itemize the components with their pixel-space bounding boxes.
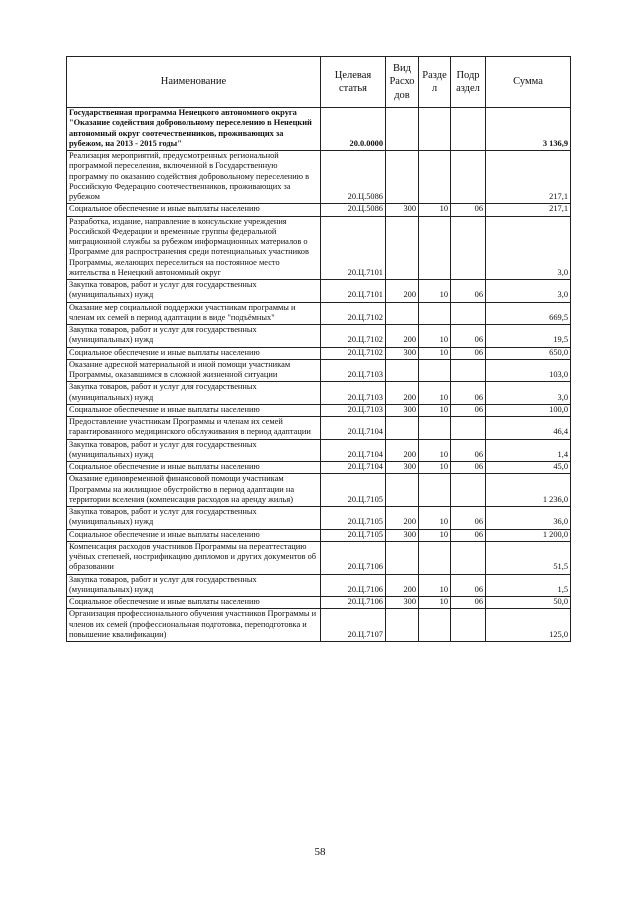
table-row	[67, 462, 571, 474]
cell-name: Государственная программа Ненецкого автономного округа "Оказание содействия добровольному переселению в Ненецкий автономный округ соотечественников, проживающих за рубежом, на 2013 - 2015 годы"	[67, 108, 321, 151]
cell-sum: 669,5	[486, 302, 571, 325]
cell-sum: 217,1	[486, 151, 571, 204]
table-row	[67, 541, 571, 574]
cell-name: Закупка товаров, работ и услуг для государственных (муниципальных) нужд	[67, 280, 321, 303]
cell-sum: 1,4	[486, 439, 571, 462]
cell-name: Закупка товаров, работ и услуг для государственных (муниципальных) нужд	[67, 382, 321, 405]
cell-name: Закупка товаров, работ и услуг для государственных (муниципальных) нужд	[67, 507, 321, 530]
cell-podr	[451, 417, 486, 440]
cell-podr: 06	[451, 529, 486, 541]
cell-code: 20.Ц.7102	[321, 302, 386, 325]
table-row	[67, 417, 571, 440]
cell-vid: 300	[386, 204, 419, 216]
cell-razd	[419, 216, 451, 280]
cell-razd	[419, 417, 451, 440]
cell-razd: 10	[419, 439, 451, 462]
cell-code: 20.Ц.7101	[321, 216, 386, 280]
cell-vid: 300	[386, 347, 419, 359]
cell-sum: 1 236,0	[486, 474, 571, 507]
cell-vid	[386, 302, 419, 325]
table-row	[67, 347, 571, 359]
cell-sum: 125,0	[486, 609, 571, 642]
cell-code: 20.Ц.7103	[321, 382, 386, 405]
cell-vid: 300	[386, 597, 419, 609]
table-row	[67, 359, 571, 382]
cell-sum: 103,0	[486, 359, 571, 382]
table-row	[67, 280, 571, 303]
cell-sum: 217,1	[486, 204, 571, 216]
cell-podr	[451, 108, 486, 151]
cell-podr: 06	[451, 507, 486, 530]
cell-sum: 51,5	[486, 541, 571, 574]
header-code: Целевая статья	[321, 57, 386, 108]
cell-razd	[419, 474, 451, 507]
cell-vid	[386, 417, 419, 440]
cell-vid: 200	[386, 507, 419, 530]
cell-razd	[419, 302, 451, 325]
cell-vid: 200	[386, 574, 419, 597]
header-name: Наименование	[67, 57, 321, 108]
cell-name: Реализация мероприятий, предусмотренных региональной программой переселения, включенной в Государственную программу по оказанию содействия добровольному переселению в Российскую Федерацию соотечественников, проживающих за рубежом	[67, 151, 321, 204]
budget-table	[66, 56, 571, 642]
cell-podr: 06	[451, 597, 486, 609]
header-podr: Подр аздел	[451, 57, 486, 108]
table-row	[67, 404, 571, 416]
cell-podr	[451, 474, 486, 507]
cell-razd: 10	[419, 529, 451, 541]
cell-code: 20.Ц.7104	[321, 439, 386, 462]
cell-podr	[451, 151, 486, 204]
cell-podr	[451, 216, 486, 280]
cell-name: Закупка товаров, работ и услуг для государственных (муниципальных) нужд	[67, 325, 321, 348]
cell-name: Оказание единовременной финансовой помощи участникам Программы на жилищное обустройство в период адаптации на территории вселения (компенсация расходов на аренду жилья)	[67, 474, 321, 507]
table-row	[67, 325, 571, 348]
header-sum: Сумма	[486, 57, 571, 108]
cell-name: Организация профессионального обучения участников Программы и членов их семей (профессиональная подготовка, переподготовка и повышение квалификации)	[67, 609, 321, 642]
table-row	[67, 151, 571, 204]
cell-sum: 36,0	[486, 507, 571, 530]
cell-code: 20.Ц.5086	[321, 204, 386, 216]
cell-name: Социальное обеспечение и иные выплаты населению	[67, 462, 321, 474]
table-row	[67, 439, 571, 462]
cell-podr: 06	[451, 439, 486, 462]
cell-code: 20.Ц.7104	[321, 462, 386, 474]
cell-vid	[386, 359, 419, 382]
cell-podr: 06	[451, 347, 486, 359]
table-row	[67, 609, 571, 642]
cell-vid: 200	[386, 280, 419, 303]
table-row	[67, 216, 571, 280]
cell-vid	[386, 151, 419, 204]
cell-sum: 1,5	[486, 574, 571, 597]
cell-vid	[386, 108, 419, 151]
cell-sum: 3,0	[486, 382, 571, 405]
cell-vid	[386, 609, 419, 642]
table-body	[67, 108, 571, 642]
cell-code: 20.Ц.7102	[321, 325, 386, 348]
cell-name: Оказание адресной материальной и иной помощи участникам Программы, оказавшимся в сложной жизненной ситуации	[67, 359, 321, 382]
table-row	[67, 529, 571, 541]
cell-code: 20.Ц.5086	[321, 151, 386, 204]
cell-name: Социальное обеспечение и иные выплаты населению	[67, 204, 321, 216]
cell-razd: 10	[419, 597, 451, 609]
cell-code: 20.Ц.7106	[321, 574, 386, 597]
page-number: 58	[314, 846, 326, 858]
cell-razd: 10	[419, 347, 451, 359]
cell-podr: 06	[451, 382, 486, 405]
cell-code: 20.Ц.7102	[321, 347, 386, 359]
cell-name: Предоставление участникам Программы и членам их семей гарантированного медицинского обслуживания в период адаптации	[67, 417, 321, 440]
cell-razd	[419, 541, 451, 574]
cell-podr: 06	[451, 404, 486, 416]
table-row	[67, 597, 571, 609]
table-row	[67, 302, 571, 325]
cell-vid: 300	[386, 462, 419, 474]
cell-code: 20.Ц.7106	[321, 597, 386, 609]
cell-name: Закупка товаров, работ и услуг для государственных (муниципальных) нужд	[67, 439, 321, 462]
cell-code: 20.Ц.7105	[321, 529, 386, 541]
cell-code: 20.Ц.7103	[321, 359, 386, 382]
cell-sum: 3,0	[486, 280, 571, 303]
cell-sum: 100,0	[486, 404, 571, 416]
cell-code: 20.Ц.7101	[321, 280, 386, 303]
cell-code: 20.Ц.7107	[321, 609, 386, 642]
program-row	[67, 108, 571, 151]
cell-razd	[419, 359, 451, 382]
cell-name: Закупка товаров, работ и услуг для государственных (муниципальных) нужд	[67, 574, 321, 597]
cell-code: 20.Ц.7105	[321, 507, 386, 530]
cell-podr: 06	[451, 574, 486, 597]
header-vid: Вид Расхо дов	[386, 57, 419, 108]
table-header-row	[67, 57, 571, 108]
cell-razd	[419, 108, 451, 151]
cell-razd	[419, 151, 451, 204]
cell-razd: 10	[419, 382, 451, 405]
cell-podr: 06	[451, 325, 486, 348]
cell-vid: 200	[386, 439, 419, 462]
cell-vid	[386, 541, 419, 574]
cell-code: 20.0.0000	[321, 108, 386, 151]
cell-sum: 1 200,0	[486, 529, 571, 541]
cell-podr: 06	[451, 280, 486, 303]
table-row	[67, 382, 571, 405]
cell-podr	[451, 609, 486, 642]
cell-podr	[451, 302, 486, 325]
cell-sum: 19,5	[486, 325, 571, 348]
table-row	[67, 507, 571, 530]
cell-razd: 10	[419, 574, 451, 597]
cell-razd: 10	[419, 325, 451, 348]
table-row	[67, 474, 571, 507]
cell-sum: 650,0	[486, 347, 571, 359]
cell-razd: 10	[419, 507, 451, 530]
cell-vid: 200	[386, 325, 419, 348]
cell-sum: 3 136,9	[486, 108, 571, 151]
cell-vid: 200	[386, 382, 419, 405]
cell-name: Социальное обеспечение и иные выплаты населению	[67, 347, 321, 359]
cell-sum: 3,0	[486, 216, 571, 280]
cell-code: 20.Ц.7103	[321, 404, 386, 416]
cell-vid	[386, 216, 419, 280]
cell-name: Социальное обеспечение и иные выплаты населению	[67, 404, 321, 416]
cell-vid: 300	[386, 404, 419, 416]
cell-razd: 10	[419, 404, 451, 416]
cell-sum: 46,4	[486, 417, 571, 440]
cell-razd: 10	[419, 462, 451, 474]
cell-name: Оказание мер социальной поддержки участникам программы и членам их семей в период адаптации в виде "подъёмных"	[67, 302, 321, 325]
cell-vid	[386, 474, 419, 507]
cell-code: 20.Ц.7106	[321, 541, 386, 574]
cell-name: Социальное обеспечение и иные выплаты населению	[67, 597, 321, 609]
cell-podr: 06	[451, 204, 486, 216]
table-row	[67, 204, 571, 216]
cell-sum: 50,0	[486, 597, 571, 609]
cell-razd	[419, 609, 451, 642]
cell-code: 20.Ц.7104	[321, 417, 386, 440]
cell-razd: 10	[419, 280, 451, 303]
cell-podr	[451, 359, 486, 382]
cell-vid: 300	[386, 529, 419, 541]
cell-name: Разработка, издание, направление в консульские учреждения Российской Федерации и временные группы федеральной миграционной службы за рубежом информационных материалов о Программе для распространения среди потенциальных участников Программы, желающих переселиться на постоянное место жительства в Ненецкий автономный округ	[67, 216, 321, 280]
cell-name: Компенсация расходов участников Программы на переаттестацию учёных степеней, нострификацию дипломов и других документов об образовании	[67, 541, 321, 574]
cell-podr: 06	[451, 462, 486, 474]
cell-razd: 10	[419, 204, 451, 216]
table-row	[67, 574, 571, 597]
header-razd: Разде л	[419, 57, 451, 108]
cell-sum: 45,0	[486, 462, 571, 474]
cell-code: 20.Ц.7105	[321, 474, 386, 507]
cell-podr	[451, 541, 486, 574]
cell-name: Социальное обеспечение и иные выплаты населению	[67, 529, 321, 541]
